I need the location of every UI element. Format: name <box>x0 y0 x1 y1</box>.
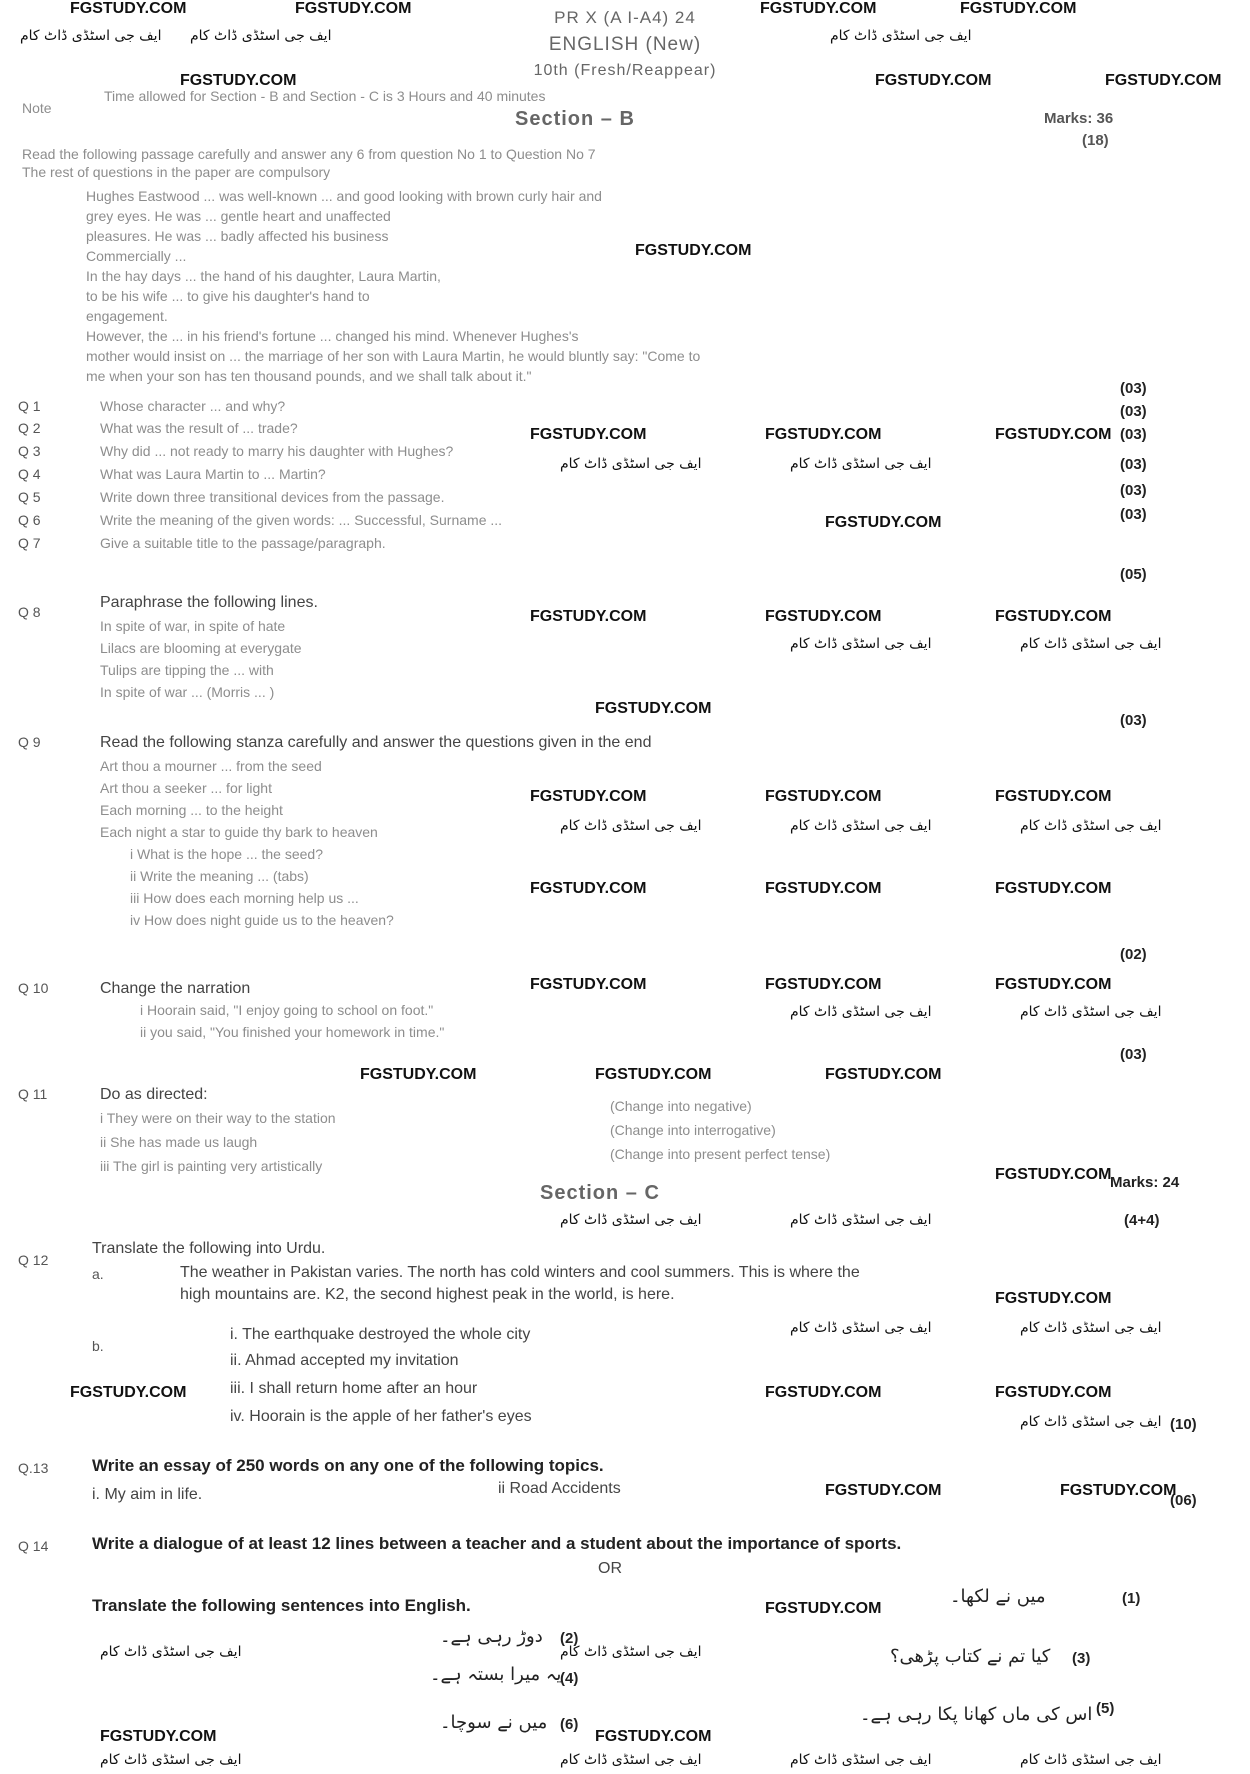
question-marks: (03) <box>1120 1046 1147 1063</box>
q8-line: In spite of war, in spite of hate <box>100 618 286 634</box>
question-text: Why did ... not ready to marry his daughter with Hughes? <box>100 443 454 459</box>
q10-title: Change the narration <box>100 980 251 997</box>
paper-code: PR X (A I-A4) 24 <box>554 8 696 27</box>
question-marks: (03) <box>1120 380 1147 397</box>
watermark-urdu-text: ایف جی اسٹڈی ڈاٹ کام <box>20 28 162 44</box>
question-text: Whose character ... and why? <box>100 398 286 414</box>
urdu-sentence: یہ میرا بستہ ہے۔ <box>430 1664 562 1685</box>
passage-line: to be his wife ... to give his daughter's hand to <box>86 288 370 304</box>
question-text: Write down three transitional devices from the passage. <box>100 489 445 505</box>
question-text: What was Laura Martin to ... Martin? <box>100 466 326 482</box>
class-title: 10th (Fresh/Reappear) <box>533 62 717 79</box>
q13-option: i. My aim in life. <box>92 1486 203 1503</box>
watermark-text: FGSTUDY.COM <box>995 1384 1112 1401</box>
q14-title2: Translate the following sentences into English. <box>92 1596 471 1615</box>
watermark-urdu-text: ایف جی اسٹڈی ڈاٹ کام <box>560 818 702 834</box>
q8-line: Lilacs are blooming at everygate <box>100 640 302 656</box>
q11-line: i They were on their way to the station <box>100 1110 336 1126</box>
q12-b-item: iii. I shall return home after an hour <box>230 1380 478 1397</box>
instruction-1: Read the following passage carefully and answer any 6 from question No 1 to Question No 7 <box>22 146 596 162</box>
passage-line: Commercially ... <box>86 248 187 264</box>
q9-sub: i What is the hope ... the seed? <box>130 846 324 862</box>
section-c-marks: Marks: 24 <box>1110 1174 1180 1191</box>
watermark-text: FGSTUDY.COM <box>875 72 992 89</box>
q9-line: Each night a star to guide thy bark to heaven <box>100 824 378 840</box>
section-b-title: Section – B <box>515 108 635 130</box>
urdu-sentence: دوڑ رہی ہے۔ <box>440 1626 543 1647</box>
section-b-marks: Marks: 36 <box>1044 110 1114 127</box>
q9-title: Read the following stanza carefully and answer the questions given in the end <box>100 734 652 751</box>
watermark-text: FGSTUDY.COM <box>765 880 882 897</box>
watermark-text: FGSTUDY.COM <box>595 1066 712 1083</box>
question-number: Q 5 <box>18 489 41 505</box>
question-number: Q 7 <box>18 535 41 551</box>
urdu-item-number: (2) <box>560 1630 579 1647</box>
watermark-urdu-text: ایف جی اسٹڈی ڈاٹ کام <box>1020 818 1162 834</box>
watermark-text: FGSTUDY.COM <box>825 1066 942 1083</box>
q12-a-label: a. <box>92 1266 104 1282</box>
watermark-text: FGSTUDY.COM <box>530 880 647 897</box>
passage-line: In the hay days ... the hand of his daughter, Laura Martin, <box>86 268 441 284</box>
urdu-sentence: میں نے سوچا۔ <box>440 1712 548 1733</box>
watermark-text: FGSTUDY.COM <box>760 0 877 17</box>
watermark-text: FGSTUDY.COM <box>595 1728 712 1745</box>
watermark-urdu-text: ایف جی اسٹڈی ڈاٹ کام <box>1020 1320 1162 1336</box>
watermark-urdu-text: ایف جی اسٹڈی ڈاٹ کام <box>790 636 932 652</box>
q14-or: OR <box>598 1560 622 1577</box>
watermark-urdu-text: ایف جی اسٹڈی ڈاٹ کام <box>790 1752 932 1768</box>
watermark-text: FGSTUDY.COM <box>995 976 1112 993</box>
watermark-urdu-text: ایف جی اسٹڈی ڈاٹ کام <box>560 1752 702 1768</box>
section-b-marks-sub: (18) <box>1082 132 1109 149</box>
q12-b-item: ii. Ahmad accepted my invitation <box>230 1352 459 1369</box>
q10-line: ii you said, "You finished your homework in time." <box>140 1024 445 1040</box>
section-c-title: Section – C <box>540 1182 660 1204</box>
q12-marks: (4+4) <box>1124 1212 1160 1229</box>
watermark-urdu-text: ایف جی اسٹڈی ڈاٹ کام <box>100 1644 242 1660</box>
watermark-text: FGSTUDY.COM <box>530 788 647 805</box>
q8-title: Paraphrase the following lines. <box>100 594 318 611</box>
question-marks: (03) <box>1120 426 1147 443</box>
question-number: Q 11 <box>18 1086 48 1102</box>
passage-line: Hughes Eastwood ... was well-known ... and good looking with brown curly hair and <box>86 188 602 204</box>
question-number: Q 12 <box>18 1252 49 1268</box>
question-marks: (03) <box>1120 506 1147 523</box>
question-number: Q.13 <box>18 1460 49 1476</box>
watermark-urdu-text: ایف جی اسٹڈی ڈاٹ کام <box>560 1212 702 1228</box>
time-note: Time allowed for Section - B and Section - C is 3 Hours and 40 minutes <box>104 88 546 104</box>
q11-title: Do as directed: <box>100 1086 208 1103</box>
passage-line: me when your son has ten thousand pounds, and we shall talk about it." <box>86 368 532 384</box>
watermark-urdu-text: ایف جی اسٹڈی ڈاٹ کام <box>1020 1414 1162 1430</box>
passage-line: However, the ... in his friend's fortune ... changed his mind. Whenever Hughes's <box>86 328 579 344</box>
instruction-2: The rest of questions in the paper are compulsory <box>22 164 331 180</box>
note-label: Note <box>22 100 52 116</box>
urdu-item-number: (6) <box>560 1716 579 1733</box>
q12-a-text2: high mountains are. K2, the second highest peak in the world, is here. <box>180 1286 675 1303</box>
watermark-text: FGSTUDY.COM <box>1105 72 1222 89</box>
watermark-text: FGSTUDY.COM <box>995 608 1112 625</box>
watermark-urdu-text: ایف جی اسٹڈی ڈاٹ کام <box>1020 1752 1162 1768</box>
question-number: Q 10 <box>18 980 49 996</box>
q11-line: ii She has made us laugh <box>100 1134 258 1150</box>
watermark-text: FGSTUDY.COM <box>70 1384 187 1401</box>
watermark-text: FGSTUDY.COM <box>765 608 882 625</box>
question-number: Q 2 <box>18 420 41 436</box>
watermark-text: FGSTUDY.COM <box>765 976 882 993</box>
q9-line: Art thou a seeker ... for light <box>100 780 272 796</box>
watermark-text: FGSTUDY.COM <box>595 700 712 717</box>
question-number: Q 4 <box>18 466 41 482</box>
question-text: Give a suitable title to the passage/paragraph. <box>100 535 386 551</box>
watermark-text: FGSTUDY.COM <box>70 0 187 17</box>
passage-line: mother would insist on ... the marriage of her son with Laura Martin, he would bluntly say: "Come to <box>86 348 701 364</box>
question-number: Q 14 <box>18 1538 49 1554</box>
urdu-sentence: میں نے لکھا۔ <box>950 1586 1046 1607</box>
question-number: Q 8 <box>18 604 41 620</box>
q9-sub: ii Write the meaning ... (tabs) <box>130 868 309 884</box>
watermark-text: FGSTUDY.COM <box>995 1290 1112 1307</box>
urdu-sentence: اس کی ماں کھانا پکا رہی ہے۔ <box>860 1704 1093 1725</box>
q10-line: i Hoorain said, "I enjoy going to school on foot." <box>140 1002 434 1018</box>
watermark-text: FGSTUDY.COM <box>825 514 942 531</box>
watermark-text: FGSTUDY.COM <box>100 1728 217 1745</box>
watermark-urdu-text: ایف جی اسٹڈی ڈاٹ کام <box>790 1212 932 1228</box>
q12-title: Translate the following into Urdu. <box>92 1240 326 1257</box>
watermark-text: FGSTUDY.COM <box>765 788 882 805</box>
q11-direction: (Change into negative) <box>610 1098 752 1114</box>
watermark-text: FGSTUDY.COM <box>180 72 297 89</box>
watermark-text: FGSTUDY.COM <box>995 1166 1112 1183</box>
watermark-urdu-text: ایف جی اسٹڈی ڈاٹ کام <box>560 1644 702 1660</box>
watermark-text: FGSTUDY.COM <box>530 608 647 625</box>
urdu-item-number: (4) <box>560 1670 579 1687</box>
watermark-text: FGSTUDY.COM <box>765 1600 882 1617</box>
q12-b-item: i. The earthquake destroyed the whole city <box>230 1326 531 1343</box>
question-marks: (03) <box>1120 456 1147 473</box>
urdu-item-number: (5) <box>1096 1700 1115 1717</box>
question-marks: (02) <box>1120 946 1147 963</box>
q8-line: Tulips are tipping the ... with <box>100 662 274 678</box>
q13-option: ii Road Accidents <box>498 1480 621 1497</box>
q11-direction: (Change into interrogative) <box>610 1122 776 1138</box>
question-text: What was the result of ... trade? <box>100 420 298 436</box>
watermark-urdu-text: ایف جی اسٹڈی ڈاٹ کام <box>1020 1004 1162 1020</box>
watermark-urdu-text: ایف جی اسٹڈی ڈاٹ کام <box>100 1752 242 1768</box>
subject-title: ENGLISH (New) <box>548 34 702 55</box>
q9-line: Each morning ... to the height <box>100 802 283 818</box>
passage-line: pleasures. He was ... badly affected his business <box>86 228 389 244</box>
question-text: Write the meaning of the given words: ... Successful, Surname ... <box>100 512 503 528</box>
q13-marks: (06) <box>1170 1492 1197 1509</box>
watermark-urdu-text: ایف جی اسٹڈی ڈاٹ کام <box>830 28 972 44</box>
watermark-text: FGSTUDY.COM <box>825 1482 942 1499</box>
q13-title: Write an essay of 250 words on any one of the following topics. <box>92 1456 604 1475</box>
q9-sub: iii How does each morning help us ... <box>130 890 359 906</box>
watermark-urdu-text: ایف جی اسٹڈی ڈاٹ کام <box>1020 636 1162 652</box>
urdu-sentence: کیا تم نے کتاب پڑھی؟ <box>890 1646 1051 1667</box>
passage-line: grey eyes. He was ... gentle heart and unaffected <box>86 208 391 224</box>
q12-b-marks: (10) <box>1170 1416 1197 1433</box>
watermark-text: FGSTUDY.COM <box>530 976 647 993</box>
watermark-text: FGSTUDY.COM <box>295 0 412 17</box>
q9-line: Art thou a mourner ... from the seed <box>100 758 322 774</box>
question-number: Q 9 <box>18 734 41 750</box>
q12-b-item: iv. Hoorain is the apple of her father's eyes <box>230 1408 532 1425</box>
watermark-text: FGSTUDY.COM <box>995 880 1112 897</box>
watermark-text: FGSTUDY.COM <box>530 426 647 443</box>
watermark-text: FGSTUDY.COM <box>360 1066 477 1083</box>
watermark-text: FGSTUDY.COM <box>765 426 882 443</box>
watermark-urdu-text: ایف جی اسٹڈی ڈاٹ کام <box>790 456 932 472</box>
watermark-text: FGSTUDY.COM <box>635 242 752 259</box>
watermark-text: FGSTUDY.COM <box>960 0 1077 17</box>
watermark-text: FGSTUDY.COM <box>765 1384 882 1401</box>
question-number: Q 1 <box>18 398 41 414</box>
watermark-urdu-text: ایف جی اسٹڈی ڈاٹ کام <box>790 818 932 834</box>
watermark-text: FGSTUDY.COM <box>1060 1482 1177 1499</box>
q12-b-label: b. <box>92 1338 104 1354</box>
watermark-urdu-text: ایف جی اسٹڈی ڈاٹ کام <box>560 456 702 472</box>
q12-a-text: The weather in Pakistan varies. The north has cold winters and cool summers. This is where the <box>180 1264 860 1281</box>
watermark-text: FGSTUDY.COM <box>995 788 1112 805</box>
watermark-urdu-text: ایف جی اسٹڈی ڈاٹ کام <box>790 1004 932 1020</box>
watermark-urdu-text: ایف جی اسٹڈی ڈاٹ کام <box>190 28 332 44</box>
q14-title: Write a dialogue of at least 12 lines between a teacher and a student about the importance of sports. <box>92 1534 902 1553</box>
question-marks: (03) <box>1120 403 1147 420</box>
urdu-item-number: (1) <box>1122 1590 1141 1607</box>
question-number: Q 6 <box>18 512 41 528</box>
question-marks: (05) <box>1120 566 1147 583</box>
passage-line: engagement. <box>86 308 168 324</box>
q11-line: iii The girl is painting very artistically <box>100 1158 323 1174</box>
watermark-text: FGSTUDY.COM <box>995 426 1112 443</box>
question-marks: (03) <box>1120 482 1147 499</box>
q8-line: In spite of war ... (Morris ... ) <box>100 684 275 700</box>
urdu-item-number: (3) <box>1072 1650 1091 1667</box>
question-number: Q 3 <box>18 443 41 459</box>
watermark-urdu-text: ایف جی اسٹڈی ڈاٹ کام <box>790 1320 932 1336</box>
q11-direction: (Change into present perfect tense) <box>610 1146 831 1162</box>
question-marks: (03) <box>1120 712 1147 729</box>
q9-sub: iv How does night guide us to the heaven? <box>130 912 394 928</box>
